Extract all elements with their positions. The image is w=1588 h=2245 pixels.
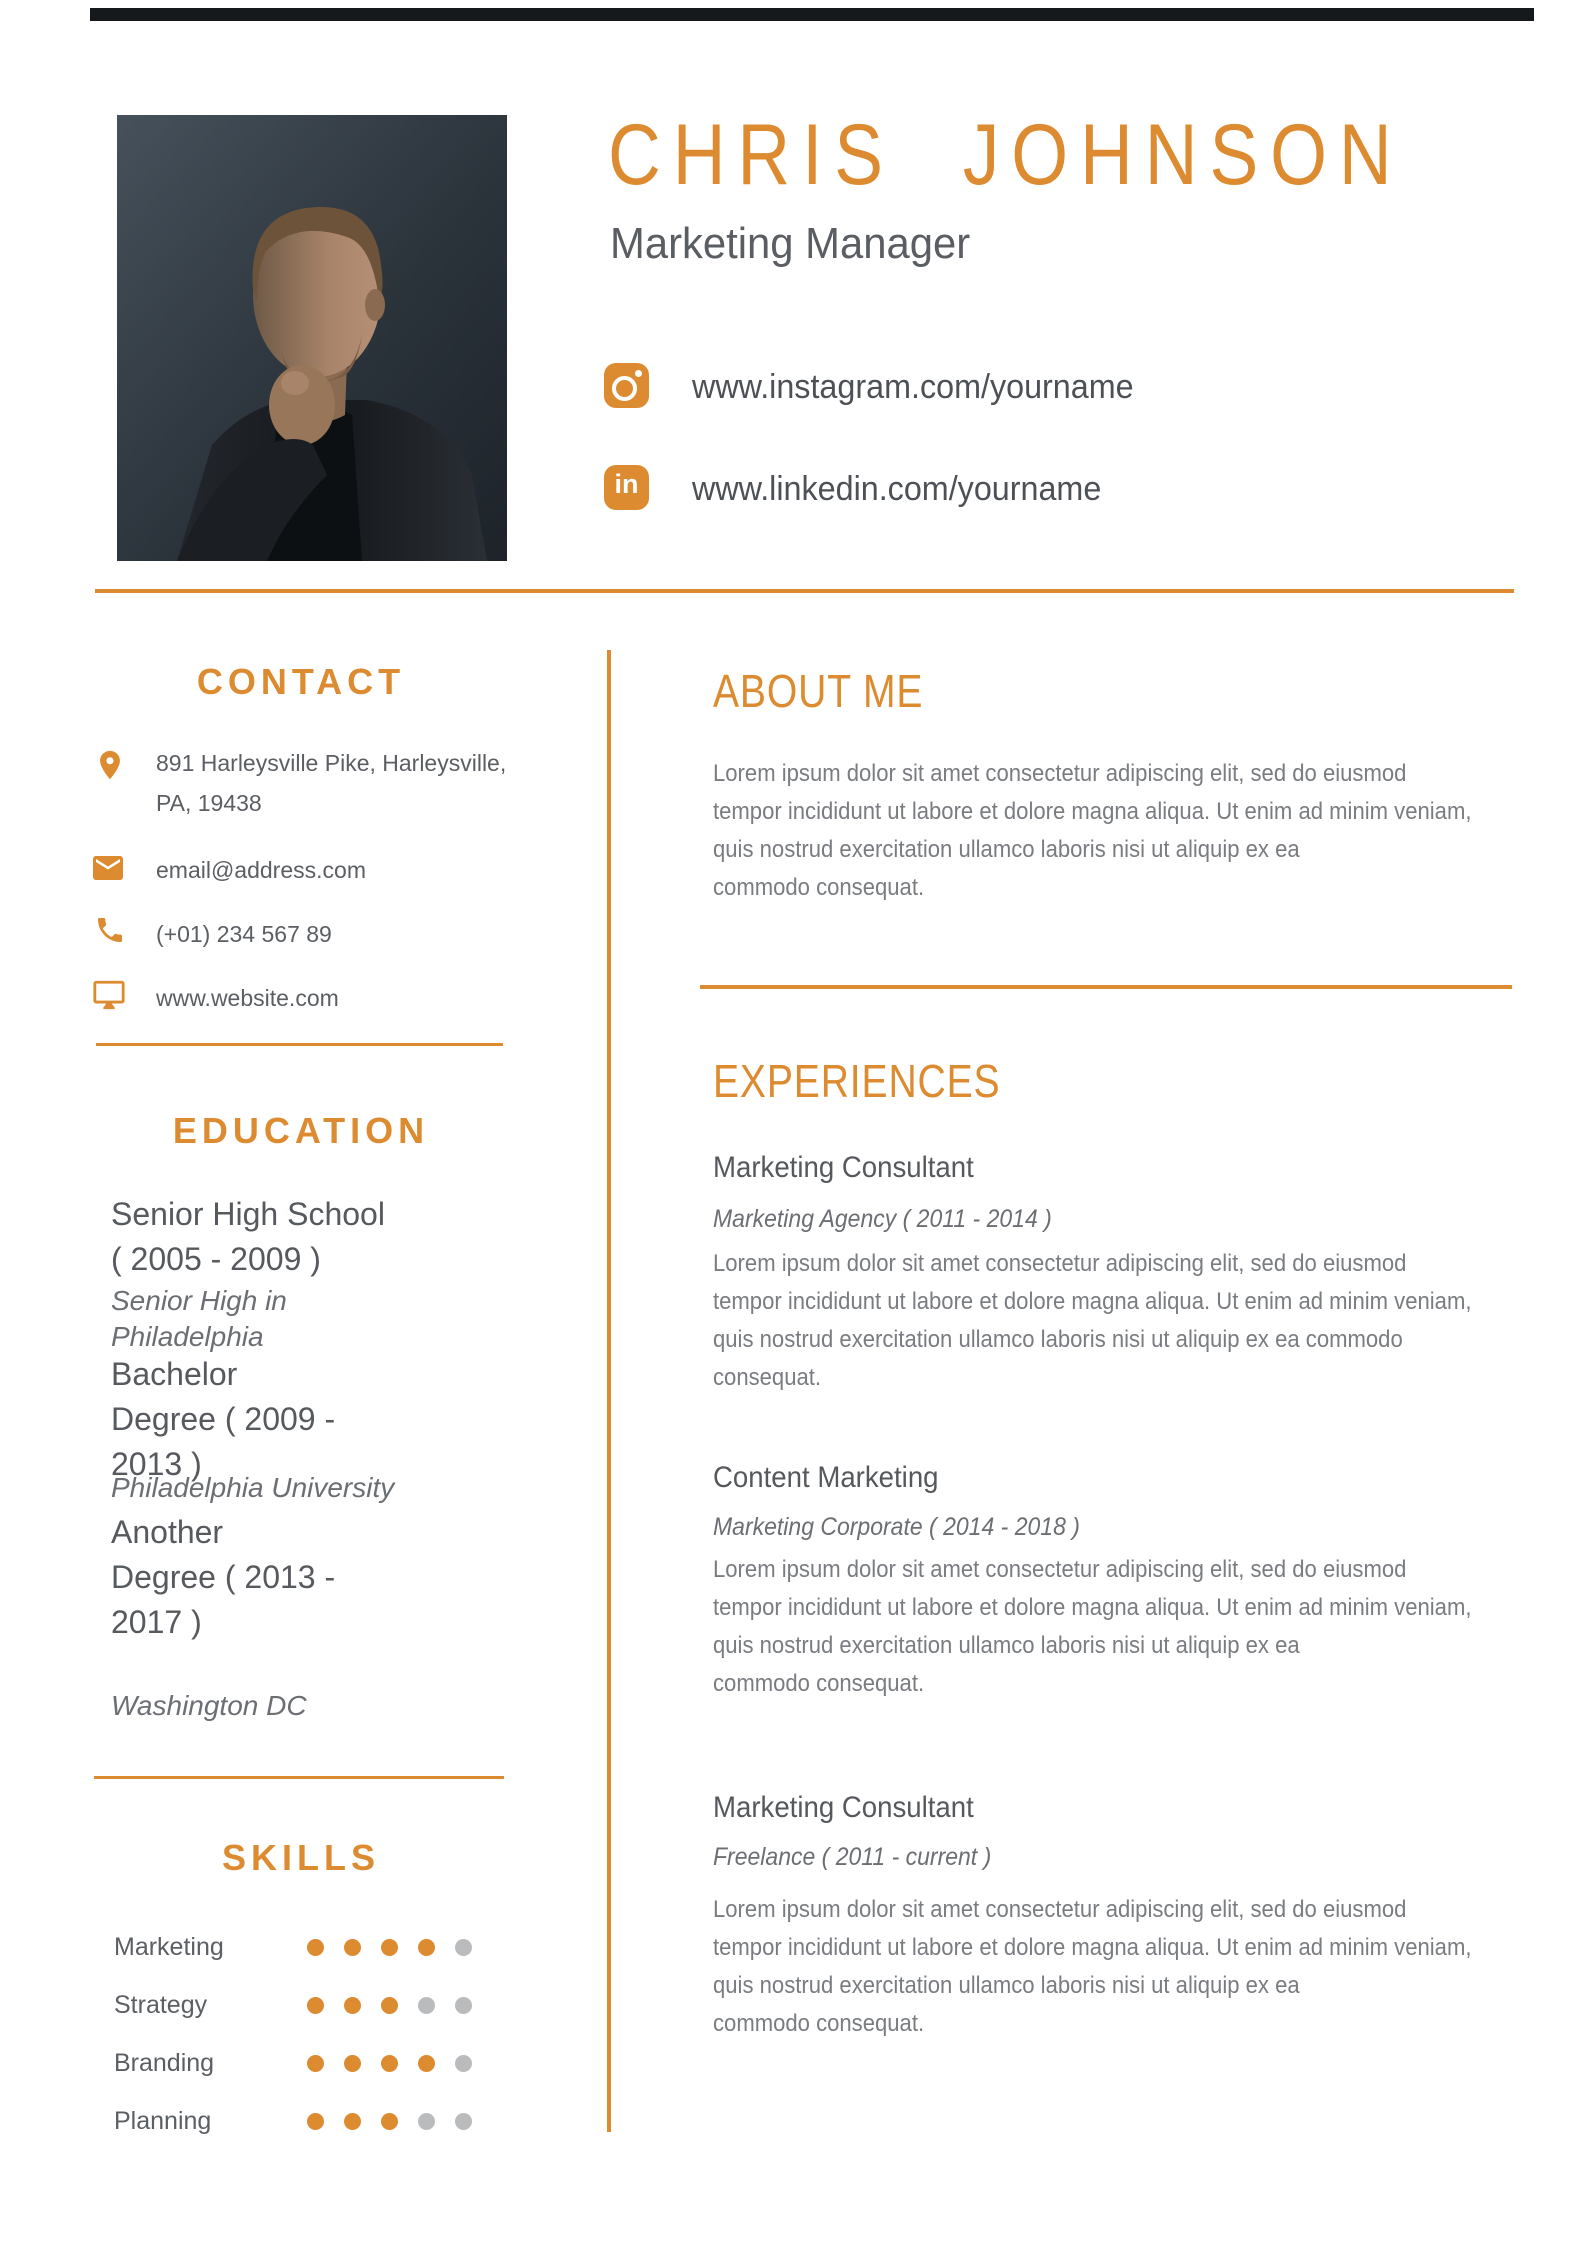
dot-filled (381, 1939, 398, 1956)
edu-1-title-line-1: Senior High School (111, 1196, 385, 1232)
experience-line: tempor incididunt ut labore et dolore magna aliqua. Ut enim ad minim veniam, (713, 1288, 1472, 1315)
edu-1-subtitle-line-2: Philadelphia (111, 1321, 264, 1352)
experience-line: commodo consequat. (713, 2010, 925, 2037)
education-heading: EDUCATION (172, 1110, 430, 1151)
dot-filled (381, 1997, 398, 2014)
edu-2-title-line-3: 2013 ) (111, 1446, 202, 1482)
about-section-divider (700, 985, 1512, 989)
experience-line: commodo consequat. (713, 1670, 925, 1697)
dot-filled (344, 2055, 361, 2072)
instagram-dot-glyph (635, 370, 642, 377)
skill-label: Branding (114, 2049, 215, 2077)
skill-rating-dots (307, 2055, 492, 2073)
portrait-illustration (117, 115, 507, 561)
person-name: CHRIS JOHNSON (608, 107, 1404, 203)
skill-rating-dots (307, 2113, 492, 2131)
dot-filled (307, 2055, 324, 2072)
edu-3-title-line-1: Another (111, 1514, 224, 1550)
contact-section-divider (96, 1043, 503, 1046)
experience-line: tempor incididunt ut labore et dolore magna aliqua. Ut enim ad minim veniam, (713, 1594, 1472, 1621)
header-divider (95, 589, 1514, 593)
skill-rating-dots (307, 1997, 492, 2015)
address-line-1: 891 Harleysville Pike, Harleysville, (156, 750, 507, 776)
dot-filled (307, 1997, 324, 2014)
edu-3-title-line-2: Degree ( 2013 - (111, 1559, 336, 1595)
location-icon (93, 748, 127, 782)
about-line: commodo consequat. (713, 874, 925, 901)
email-text[interactable]: email@address.com (156, 857, 366, 883)
edu-1-subtitle-line-1: Senior High in (111, 1285, 287, 1316)
dot-filled (307, 2113, 324, 2130)
skill-rating-dots (307, 1939, 492, 1957)
experience-title: Marketing Consultant (713, 1151, 974, 1184)
dot-filled (418, 2055, 435, 2072)
experience-line: consequat. (713, 1364, 822, 1391)
experience-line: Lorem ipsum dolor sit amet consectetur adipiscing elit, sed do eiusmod (713, 1896, 1407, 1923)
column-divider (607, 650, 611, 2132)
edu-2-title-line-1: Bachelor (111, 1356, 238, 1392)
linkedin-url[interactable]: www.linkedin.com/yourname (692, 470, 1102, 508)
skill-label: Planning (114, 2107, 212, 2135)
profile-photo (117, 115, 507, 561)
edu-1-title-line-2: ( 2005 - 2009 ) (111, 1241, 321, 1277)
experience-title: Content Marketing (713, 1461, 939, 1494)
phone-icon (94, 914, 126, 946)
dot-filled (418, 1939, 435, 1956)
experience-line: Lorem ipsum dolor sit amet consectetur adipiscing elit, sed do eiusmod (713, 1250, 1407, 1277)
experience-subtitle: Freelance ( 2011 - current ) (713, 1843, 992, 1871)
edu-3-subtitle-line-1: Washington DC (111, 1690, 307, 1721)
experience-line: quis nostrud exercitation ullamco laboris nisi ut aliquip ex ea (713, 1972, 1300, 1999)
phone-text: (+01) 234 567 89 (156, 921, 332, 947)
dot-filled (344, 1997, 361, 2014)
dot-filled (381, 2055, 398, 2072)
website-text[interactable]: www.website.com (156, 985, 339, 1011)
dot-empty (455, 1997, 472, 2014)
edu-3-title-line-3: 2017 ) (111, 1604, 202, 1640)
experience-subtitle: Marketing Agency ( 2011 - 2014 ) (713, 1205, 1052, 1233)
job-title: Marketing Manager (610, 219, 971, 268)
email-icon (90, 850, 126, 886)
instagram-icon (604, 363, 649, 408)
experiences-heading: EXPERIENCES (713, 1055, 1001, 1107)
linkedin-in-glyph: in (614, 469, 639, 499)
dot-empty (455, 2055, 472, 2072)
dot-filled (344, 1939, 361, 1956)
experience-line: tempor incididunt ut labore et dolore magna aliqua. Ut enim ad minim veniam, (713, 1934, 1472, 1961)
dot-filled (344, 2113, 361, 2130)
experience-line: quis nostrud exercitation ullamco laboris nisi ut aliquip ex ea (713, 1632, 1300, 1659)
dot-empty (455, 1939, 472, 1956)
dot-empty (418, 1997, 435, 2014)
about-line: Lorem ipsum dolor sit amet consectetur adipiscing elit, sed do eiusmod (713, 760, 1407, 787)
edu-2-title-line-2: Degree ( 2009 - (111, 1401, 336, 1437)
address-line-2: PA, 19438 (156, 790, 262, 816)
experience-line: quis nostrud exercitation ullamco laboris nisi ut aliquip ex ea commodo (713, 1326, 1403, 1353)
about-line: quis nostrud exercitation ullamco laboris nisi ut aliquip ex ea (713, 836, 1300, 863)
experience-subtitle: Marketing Corporate ( 2014 - 2018 ) (713, 1513, 1080, 1541)
edu-2-subtitle-line-1: Philadelphia University (111, 1472, 395, 1503)
dot-empty (418, 2113, 435, 2130)
about-line: tempor incididunt ut labore et dolore magna aliqua. Ut enim ad minim veniam, (713, 798, 1472, 825)
skill-label: Strategy (114, 1991, 208, 2019)
dot-empty (455, 2113, 472, 2130)
experience-title: Marketing Consultant (713, 1791, 974, 1824)
website-icon (92, 978, 126, 1012)
dot-filled (307, 1939, 324, 1956)
dot-filled (381, 2113, 398, 2130)
instagram-url[interactable]: www.instagram.com/yourname (692, 368, 1134, 406)
skill-label: Marketing (114, 1933, 224, 1961)
linkedin-icon (604, 465, 649, 510)
contact-heading: CONTACT (196, 661, 406, 702)
top-decorative-bar (90, 8, 1534, 21)
about-heading: ABOUT ME (713, 665, 924, 717)
instagram-lens-glyph (612, 376, 637, 401)
experience-line: Lorem ipsum dolor sit amet consectetur adipiscing elit, sed do eiusmod (713, 1556, 1407, 1583)
skills-heading: SKILLS (221, 1837, 380, 1878)
skills-section-divider (94, 1776, 504, 1779)
